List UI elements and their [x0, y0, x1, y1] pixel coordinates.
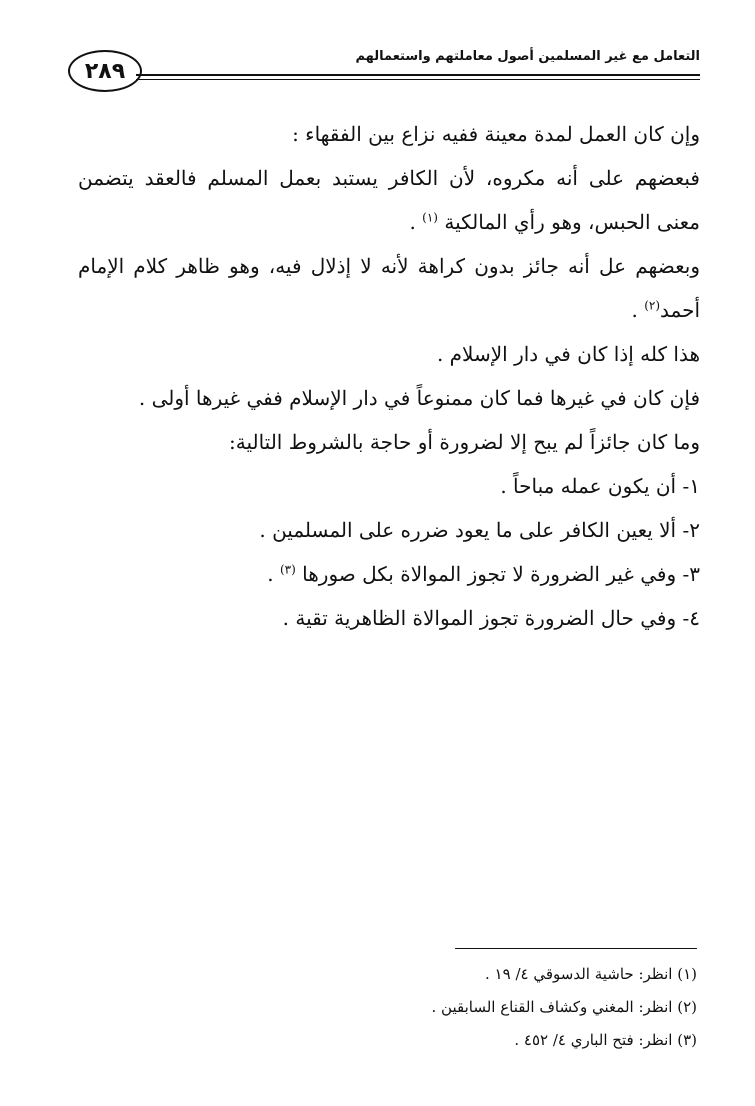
footnote-number: (١): [677, 965, 697, 983]
running-title: التعامل مع غير المسلمين أصول معاملتهم واستعمالهم: [355, 49, 700, 64]
main-text: [78, 112, 700, 640]
list-item: [78, 464, 700, 508]
list-item-text: أن يكون عمله مباحاً .: [500, 474, 677, 498]
header-rule-thin: [136, 79, 700, 80]
paragraph-1-text: وإن كان العمل لمدة معينة ففيه نزاع بين الفقهاء :: [292, 122, 700, 146]
paragraph-2-text: فبعضهم على أنه مكروه، لأن الكافر يستبد بعمل المسلم فالعقد يتضمن معنى الحبس، وهو رأي المالكية: [78, 166, 700, 234]
footnote-divider: [455, 948, 697, 949]
footnote-number: (٣): [677, 1031, 697, 1049]
footnote: [97, 1024, 697, 1057]
list-item: [78, 552, 700, 596]
list-item-text: وفي غير الضرورة لا تجوز الموالاة بكل صورها: [302, 562, 677, 586]
footnotes: [97, 958, 697, 1057]
footnote-text: انظر: فتح الباري ٤/ ٤٥٢ .: [514, 1031, 673, 1049]
paragraph-4-text: هذا كله إذا كان في دار الإسلام .: [436, 342, 700, 366]
list-item-number: ٢-: [682, 518, 700, 542]
list-item-end: .: [267, 562, 274, 586]
footnote-number: (٢): [677, 998, 697, 1016]
list-item-text: ألا يعين الكافر على ما يعود ضرره على المسلمين .: [259, 518, 677, 542]
footnote: [97, 991, 697, 1024]
paragraph-5: [78, 376, 700, 420]
footnote-ref-2: (٢): [644, 298, 661, 313]
list-item-number: ١-: [682, 474, 700, 498]
paragraph-2-end: .: [409, 210, 416, 234]
list-item: [78, 508, 700, 552]
list-item-number: ٤-: [682, 606, 700, 630]
page-number: ٢٨٩: [68, 50, 142, 92]
paragraph-6: [78, 420, 700, 464]
paragraph-6-text: وما كان جائزاً لم يبح إلا لضرورة أو حاجة بالشروط التالية:: [228, 430, 700, 454]
footnote-text: انظر: حاشية الدسوقي ٤/ ١٩ .: [485, 965, 673, 983]
paragraph-3-end: .: [631, 298, 638, 322]
paragraph-3-text: وبعضهم عل أنه جائز بدون كراهة لأنه لا إذلال فيه، وهو ظاهر كلام الإمام أحمد: [78, 254, 700, 322]
paragraph-1: [78, 112, 700, 156]
paragraph-4: [78, 332, 700, 376]
paragraph-2: [78, 156, 700, 244]
header-rule: [136, 74, 700, 76]
page-header: [68, 44, 700, 104]
paragraph-5-text: فإن كان في غيرها فما كان ممنوعاً في دار الإسلام ففي غيرها أولى .: [138, 386, 700, 410]
footnote-ref-3: (٣): [279, 562, 296, 577]
footnote-ref-1: (١): [422, 210, 438, 225]
footnote-text: انظر: المغني وكشاف القناع السابقين .: [431, 998, 673, 1016]
list-item-number: ٣-: [682, 562, 700, 586]
list-item: [78, 596, 700, 640]
list-item-text: وفي حال الضرورة تجوز الموالاة الظاهرية تقية .: [282, 606, 677, 630]
paragraph-3: [78, 244, 700, 332]
footnote: [97, 958, 697, 991]
